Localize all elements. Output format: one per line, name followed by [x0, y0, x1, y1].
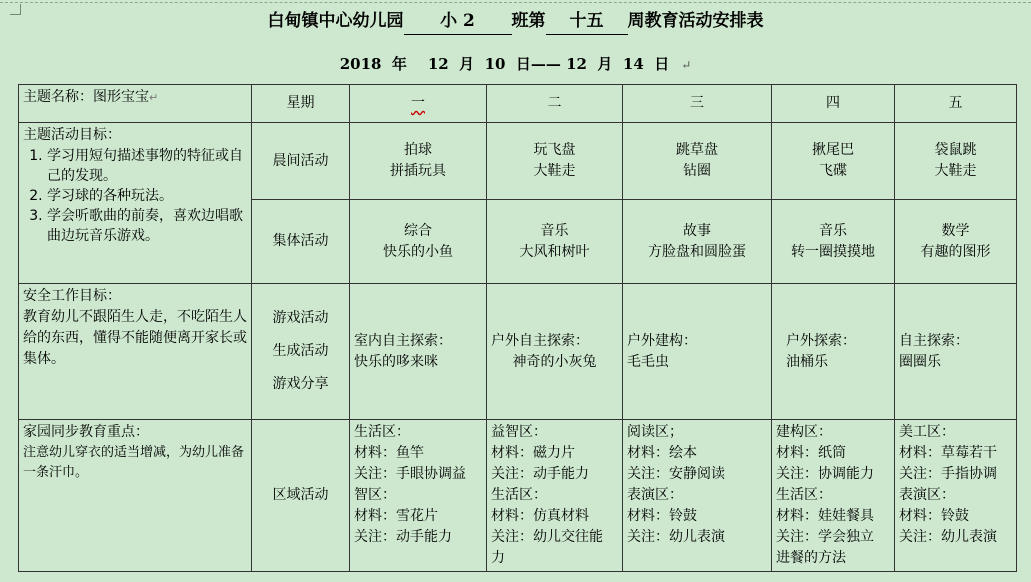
area-thu[interactable]: 建构区： 材料：纸筒 关注：协调能力 生活区： 材料：娃娃餐具 关注：学会独立 进餐的方法: [772, 420, 895, 572]
group-mon[interactable]: 综合 快乐的小鱼: [350, 200, 487, 284]
day-thu-header[interactable]: 四: [772, 85, 895, 123]
safety-goals-cell[interactable]: [19, 284, 252, 420]
area-fri[interactable]: 美工区： 材料：草莓若干 关注：手指协调 表演区： 材料：铃鼓 关注：幼儿表演: [895, 420, 1017, 572]
title-mid: 班第: [511, 11, 546, 31]
morning-label[interactable]: 晨间活动: [252, 123, 350, 200]
morning-fri[interactable]: 袋鼠跳 大鞋走: [895, 123, 1017, 200]
group-thu[interactable]: 音乐 转一圈摸摸地: [772, 200, 895, 284]
area-mon[interactable]: 生活区： 材料：鱼竿 关注：手眼协调益 智区： 材料：雪花片 关注：动手能力: [350, 420, 487, 572]
page-title: [0, 8, 1031, 35]
goal-item: 1. 学习用短句描述事物的特征或自己的发现。: [47, 146, 247, 186]
game-fri[interactable]: 自主探索： 圈圈乐: [895, 284, 1017, 420]
day-wed-header[interactable]: 三: [623, 85, 772, 123]
paragraph-mark-icon: ↵: [681, 58, 692, 72]
group-label[interactable]: 集体活动: [252, 200, 350, 284]
safety-text: 教育幼儿不跟陌生人走，不吃陌生人给的东西，懂得不能随便离开家长或集体。: [23, 309, 247, 367]
day-fri-header[interactable]: 五: [895, 85, 1017, 123]
area-tue[interactable]: 益智区： 材料：磁力片 关注：动手能力 生活区： 材料：仿真材料 关注：幼儿交往能 力: [487, 420, 623, 572]
game-tue[interactable]: 户外自主探索： 神奇的小灰兔: [487, 284, 623, 420]
theme-name-cell[interactable]: 主题名称：图形宝宝↵: [19, 85, 252, 123]
day-tue-header[interactable]: 二: [487, 85, 623, 123]
day-header-row: [19, 85, 1017, 123]
page-top-rule: [0, 2, 1031, 3]
game-labels[interactable]: 游戏活动 生成活动 游戏分享: [252, 284, 350, 420]
goals-title: 主题活动目标：: [23, 127, 121, 143]
area-activity-row: [19, 420, 1017, 572]
home-text: 注意幼儿穿衣的适当增减，为幼儿准备一条汗巾。: [23, 445, 245, 480]
group-tue[interactable]: 音乐 大风和树叶: [487, 200, 623, 284]
goals-list: [23, 146, 247, 246]
goal-item: 2. 学习球的各种玩法。: [47, 186, 247, 206]
title-week-field[interactable]: 十五: [546, 8, 628, 35]
group-wed[interactable]: 故事 方脸盘和圆脸蛋: [623, 200, 772, 284]
home-title: 家园同步教育重点：: [23, 424, 149, 440]
morning-wed[interactable]: 跳草盘 钻圈: [623, 123, 772, 200]
morning-thu[interactable]: 揪尾巴 飞碟: [772, 123, 895, 200]
title-school: 白甸镇中心幼儿园: [267, 11, 404, 31]
game-mon[interactable]: 室内自主探索： 快乐的哆来咪: [350, 284, 487, 420]
weekday-label-cell[interactable]: 星期: [252, 85, 350, 123]
theme-goals-cell[interactable]: [19, 123, 252, 284]
home-edu-cell[interactable]: [19, 420, 252, 572]
weekly-plan-table: [18, 84, 1017, 572]
group-fri[interactable]: 数学 有趣的图形: [895, 200, 1017, 284]
day-mon-header[interactable]: 一: [350, 85, 487, 123]
title-class-field[interactable]: 小 2: [404, 8, 512, 35]
game-thu[interactable]: 户外探索： 油桶乐: [772, 284, 895, 420]
morning-tue[interactable]: 玩飞盘 大鞋走: [487, 123, 623, 200]
area-wed[interactable]: 阅读区； 材料：绘本 关注：安静阅读 表演区： 材料：铃鼓 关注：幼儿表演: [623, 420, 772, 572]
title-suffix: 周教育活动安排表: [627, 11, 764, 31]
morning-activity-row: [19, 123, 1017, 200]
safety-title: 安全工作目标：: [23, 288, 121, 304]
goal-item: 3. 学会听歌曲的前奏，喜欢边唱歌曲边玩音乐游戏。: [47, 206, 247, 246]
area-label[interactable]: 区域活动: [252, 420, 350, 572]
morning-mon[interactable]: 拍球 拼插玩具: [350, 123, 487, 200]
date-line: 2018 年 12 月 10 日—— 12 月 14 日 ↵: [339, 55, 692, 73]
game-activity-row: [19, 284, 1017, 420]
game-wed[interactable]: 户外建构： 毛毛虫: [623, 284, 772, 420]
